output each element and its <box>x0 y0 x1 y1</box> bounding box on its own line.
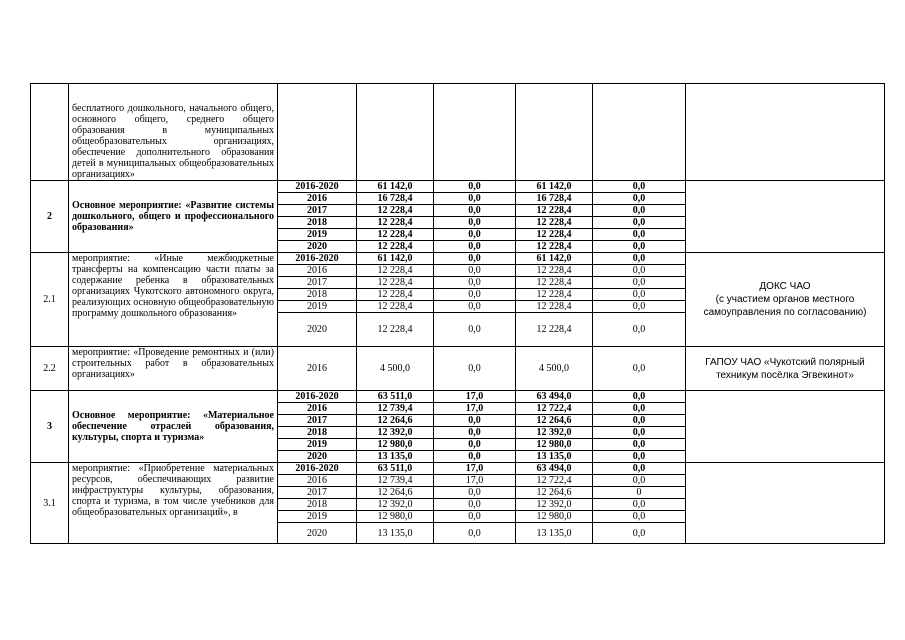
value-cell: 0,0 <box>434 229 516 241</box>
value-cell: 0,0 <box>593 205 686 217</box>
value-cell: 0,0 <box>434 511 516 523</box>
value-cell: 0,0 <box>434 313 516 347</box>
value-cell: 0,0 <box>434 523 516 544</box>
value-cell: 12 228,4 <box>357 217 434 229</box>
value-cell: 0,0 <box>434 499 516 511</box>
row-description: мероприятие: «Иные межбюджетные трансферты на компенсацию части платы за содержание ребенка в образовательных организациях Чукотского автономного округа, реализующих основную общеобразовательную программу дошкольного образования» <box>69 253 278 347</box>
value-cell: 0,0 <box>593 463 686 475</box>
value-cell: 0,0 <box>593 511 686 523</box>
value-cell: 12 228,4 <box>357 205 434 217</box>
value-cell: 0,0 <box>593 313 686 347</box>
year-cell: 2017 <box>278 487 357 499</box>
empty-cell <box>278 84 357 181</box>
table-row <box>31 463 885 475</box>
value-cell: 17,0 <box>434 391 516 403</box>
value-cell: 12 264,6 <box>516 415 593 427</box>
value-cell: 0,0 <box>593 193 686 205</box>
value-cell: 0,0 <box>593 499 686 511</box>
empty-cell <box>357 84 434 181</box>
empty-cell <box>516 84 593 181</box>
value-cell: 0,0 <box>593 347 686 391</box>
year-cell: 2016-2020 <box>278 181 357 193</box>
responsible-note: (с участием органов местного самоуправления по согласованию) <box>703 294 867 318</box>
value-cell: 12 980,0 <box>516 439 593 451</box>
value-cell: 0,0 <box>434 205 516 217</box>
row-number: 2.2 <box>31 347 69 391</box>
row-number: 2.1 <box>31 253 69 347</box>
value-cell: 0,0 <box>593 391 686 403</box>
year-cell: 2016-2020 <box>278 253 357 265</box>
value-cell: 61 142,0 <box>516 181 593 193</box>
value-cell: 4 500,0 <box>516 347 593 391</box>
value-cell: 12 228,4 <box>357 301 434 313</box>
responsible-cell <box>686 181 885 253</box>
value-cell: 17,0 <box>434 403 516 415</box>
value-cell: 0,0 <box>593 289 686 301</box>
value-cell: 0,0 <box>593 181 686 193</box>
row-description: Основное мероприятие: «Развитие системы дошкольного, общего и профессионального образования» <box>69 181 278 253</box>
value-cell: 0,0 <box>593 229 686 241</box>
empty-cell <box>434 84 516 181</box>
value-cell: 12 722,4 <box>516 403 593 415</box>
value-cell: 12 264,6 <box>516 487 593 499</box>
table-body <box>31 84 885 544</box>
year-cell: 2019 <box>278 229 357 241</box>
value-cell: 12 228,4 <box>516 289 593 301</box>
value-cell: 0,0 <box>434 301 516 313</box>
value-cell: 0,0 <box>593 451 686 463</box>
year-cell: 2016-2020 <box>278 463 357 475</box>
value-cell: 0,0 <box>434 487 516 499</box>
row-number: 3.1 <box>31 463 69 544</box>
value-cell: 0,0 <box>434 289 516 301</box>
value-cell: 0 <box>593 487 686 499</box>
value-cell: 4 500,0 <box>357 347 434 391</box>
value-cell: 16 728,4 <box>516 193 593 205</box>
empty-cell <box>593 84 686 181</box>
value-cell: 0,0 <box>434 439 516 451</box>
value-cell: 12 228,4 <box>516 229 593 241</box>
year-cell: 2017 <box>278 205 357 217</box>
value-cell: 12 392,0 <box>357 499 434 511</box>
row-description: мероприятие: «Проведение ремонтных и (или) строительных работ в образовательных организациях» <box>69 347 278 391</box>
value-cell: 0,0 <box>593 241 686 253</box>
value-cell: 0,0 <box>434 277 516 289</box>
year-cell: 2020 <box>278 523 357 544</box>
year-cell: 2019 <box>278 511 357 523</box>
value-cell: 0,0 <box>593 427 686 439</box>
year-cell: 2017 <box>278 415 357 427</box>
value-cell: 61 142,0 <box>516 253 593 265</box>
value-cell: 63 511,0 <box>357 463 434 475</box>
year-cell: 2016 <box>278 265 357 277</box>
value-cell: 12 228,4 <box>516 301 593 313</box>
value-cell: 12 228,4 <box>357 229 434 241</box>
value-cell: 63 494,0 <box>516 391 593 403</box>
value-cell: 0,0 <box>434 241 516 253</box>
value-cell: 12 228,4 <box>357 241 434 253</box>
value-cell: 0,0 <box>434 347 516 391</box>
value-cell: 63 511,0 <box>357 391 434 403</box>
value-cell: 0,0 <box>434 415 516 427</box>
row-description: бесплатного дошкольного, начального общего, основного общего, среднего общего образования в муниципальных общеобразовательных организациях, обеспечение дополнительного образования детей в муниципальных общеобразовательных организациях» <box>69 84 278 181</box>
value-cell: 17,0 <box>434 475 516 487</box>
table-row-continuation <box>31 84 885 181</box>
table-row <box>31 181 885 193</box>
value-cell: 12 228,4 <box>516 217 593 229</box>
value-cell: 12 228,4 <box>516 265 593 277</box>
value-cell: 13 135,0 <box>516 523 593 544</box>
value-cell: 12 228,4 <box>516 205 593 217</box>
value-cell: 12 228,4 <box>516 313 593 347</box>
row-description: мероприятие: «Приобретение материальных ресурсов, обеспечивающих развитие инфраструктуры культуры, образования, спорта и туризма, в том числе учебников для общеобразовательных организаций», в <box>69 463 278 544</box>
value-cell: 63 494,0 <box>516 463 593 475</box>
value-cell: 61 142,0 <box>357 181 434 193</box>
value-cell: 0,0 <box>593 217 686 229</box>
responsible-cell <box>686 391 885 463</box>
row-description: Основное мероприятие: «Материальное обеспечение отраслей образования, культуры, спорта и туризма» <box>69 391 278 463</box>
value-cell: 12 722,4 <box>516 475 593 487</box>
year-cell: 2020 <box>278 451 357 463</box>
year-cell: 2016 <box>278 347 357 391</box>
value-cell: 12 392,0 <box>516 499 593 511</box>
value-cell: 12 392,0 <box>516 427 593 439</box>
value-cell: 12 228,4 <box>357 265 434 277</box>
value-cell: 0,0 <box>593 415 686 427</box>
year-cell: 2016 <box>278 193 357 205</box>
value-cell: 0,0 <box>593 277 686 289</box>
year-cell: 2018 <box>278 217 357 229</box>
value-cell: 12 228,4 <box>516 277 593 289</box>
year-cell: 2016 <box>278 403 357 415</box>
value-cell: 12 980,0 <box>357 511 434 523</box>
value-cell: 0,0 <box>434 193 516 205</box>
value-cell: 0,0 <box>434 451 516 463</box>
year-cell: 2016 <box>278 475 357 487</box>
value-cell: 12 739,4 <box>357 403 434 415</box>
table-row <box>31 391 885 403</box>
value-cell: 0,0 <box>593 265 686 277</box>
year-cell: 2017 <box>278 277 357 289</box>
value-cell: 12 228,4 <box>357 277 434 289</box>
empty-cell <box>686 84 885 181</box>
table-row <box>31 347 885 391</box>
value-cell: 61 142,0 <box>357 253 434 265</box>
row-number: 2 <box>31 181 69 253</box>
year-cell: 2020 <box>278 241 357 253</box>
row-number-cell <box>31 84 69 181</box>
year-cell: 2018 <box>278 499 357 511</box>
program-table <box>30 83 885 544</box>
row-number: 3 <box>31 391 69 463</box>
value-cell: 13 135,0 <box>357 523 434 544</box>
value-cell: 0,0 <box>593 475 686 487</box>
value-cell: 0,0 <box>593 403 686 415</box>
responsible-cell <box>686 463 885 544</box>
value-cell: 17,0 <box>434 463 516 475</box>
value-cell: 0,0 <box>434 427 516 439</box>
value-cell: 0,0 <box>593 523 686 544</box>
year-cell: 2018 <box>278 289 357 301</box>
year-cell: 2019 <box>278 439 357 451</box>
value-cell: 12 980,0 <box>516 511 593 523</box>
value-cell: 13 135,0 <box>357 451 434 463</box>
table-row <box>31 253 885 265</box>
year-cell: 2020 <box>278 313 357 347</box>
value-cell: 12 980,0 <box>357 439 434 451</box>
year-cell: 2016-2020 <box>278 391 357 403</box>
value-cell: 12 739,4 <box>357 475 434 487</box>
responsible-cell <box>686 253 885 347</box>
value-cell: 0,0 <box>434 217 516 229</box>
value-cell: 0,0 <box>593 439 686 451</box>
value-cell: 12 228,4 <box>357 289 434 301</box>
responsible-title: ДОКС ЧАО <box>759 281 811 292</box>
value-cell: 12 264,6 <box>357 487 434 499</box>
value-cell: 0,0 <box>434 253 516 265</box>
value-cell: 0,0 <box>593 253 686 265</box>
year-cell: 2019 <box>278 301 357 313</box>
value-cell: 13 135,0 <box>516 451 593 463</box>
value-cell: 12 228,4 <box>357 313 434 347</box>
value-cell: 0,0 <box>593 301 686 313</box>
year-cell: 2018 <box>278 427 357 439</box>
value-cell: 16 728,4 <box>357 193 434 205</box>
value-cell: 12 264,6 <box>357 415 434 427</box>
value-cell: 0,0 <box>434 265 516 277</box>
responsible-cell: ГАПОУ ЧАО «Чукотский полярный техникум посёлка Эгвекинот» <box>686 347 885 391</box>
value-cell: 12 228,4 <box>516 241 593 253</box>
value-cell: 12 392,0 <box>357 427 434 439</box>
value-cell: 0,0 <box>434 181 516 193</box>
